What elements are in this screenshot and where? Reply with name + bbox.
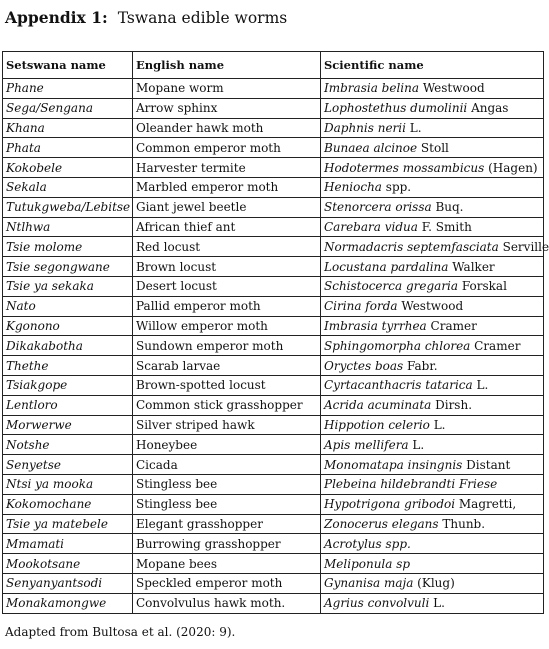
table-row [3,118,544,138]
table-row [3,257,544,277]
scientific-author: Fabr. [403,358,438,373]
english-name-cell: Honeybee [133,435,321,455]
scientific-author: Westwood [419,81,485,96]
scientific-name-cell [321,217,544,237]
setswana-name-cell: Senyanyantsodi [3,573,133,593]
scientific-binomial: Locustana pardalina [324,259,449,274]
scientific-binomial: Acrida acuminata [324,398,432,413]
setswana-name-cell: Tutukgweba/Lebitse [3,197,133,217]
scientific-binomial: Imbrasia tyrrhea [324,318,427,333]
scientific-name-cell [321,316,544,336]
setswana-name-cell: Tsie molome [3,237,133,257]
scientific-name-cell [321,257,544,277]
table-row [3,296,544,316]
scientific-name-cell [321,573,544,593]
table-row [3,138,544,158]
scientific-name-cell [321,356,544,376]
setswana-name-cell: Tsie segongwane [3,257,133,277]
table-row [3,494,544,514]
scientific-author: spp. [381,180,412,195]
scientific-name-cell [321,435,544,455]
setswana-name-cell: Kgonono [3,316,133,336]
setswana-name-cell: Sekala [3,177,133,197]
setswana-name-cell: Sega/Sengana [3,98,133,118]
table-row [3,395,544,415]
scientific-author: Cramer [426,318,477,333]
scientific-author: L. [408,437,425,452]
setswana-name-cell: Phata [3,138,133,158]
english-name-cell: Red locust [133,237,321,257]
english-name-cell: Cicada [133,455,321,475]
setswana-name-cell: Morwerwe [3,415,133,435]
scientific-author: Forskal [458,279,507,294]
scientific-name-cell [321,158,544,178]
scientific-name-cell [321,177,544,197]
scientific-binomial: Gynanisa maja [324,576,414,591]
scientific-name-cell [321,79,544,99]
table-row [3,573,544,593]
scientific-binomial: Lophostethus dumolinii [324,101,468,116]
setswana-name-cell: Dikakabotha [3,336,133,356]
english-name-cell: Willow emperor moth [133,316,321,336]
scientific-binomial: Hippotion celerio [324,417,430,432]
scientific-binomial: Imbrasia belina [324,81,419,96]
scientific-author: Cramer [470,338,521,353]
scientific-author: F. Smith [417,219,472,234]
scientific-name-cell [321,494,544,514]
english-name-cell: Common stick grasshopper [133,395,321,415]
setswana-name-cell: Monakamongwe [3,593,133,613]
scientific-binomial: Schistocerca gregaria [324,279,459,294]
setswana-name-cell: Mookotsane [3,554,133,574]
english-name-cell: Stingless bee [133,474,321,494]
scientific-name-cell [321,237,549,257]
scientific-binomial: Sphingomorpha chlorea [324,338,471,353]
english-name-cell: Pallid emperor moth [133,296,321,316]
table-row [3,177,544,197]
scientific-binomial: Hodotermes mossambicus [324,160,485,175]
scientific-author: L. [429,417,446,432]
scientific-binomial: Cyrtacanthacris tatarica [324,378,473,393]
scientific-author: Stoll [417,140,449,155]
column-header-scientific: Scientific name [321,52,544,79]
scientific-author: (Hagen) [484,160,538,175]
scientific-author: (Klug) [413,576,455,591]
table-row [3,455,544,475]
english-name-cell: Brown-spotted locust [133,375,321,395]
setswana-name-cell: Mmamati [3,534,133,554]
english-name-cell: Arrow sphinx [133,98,321,118]
table-header-row [3,52,544,79]
table-row [3,593,544,613]
scientific-binomial: Bunaea alcinoe [324,140,418,155]
scientific-binomial: Meliponula sp [324,556,411,571]
table-body [3,79,549,614]
scientific-author: Buq. [431,200,464,215]
scientific-binomial: Carebara vidua [324,219,418,234]
scientific-author: Distant [462,457,511,472]
setswana-name-cell: Tsie ya matebele [3,514,133,534]
table-row [3,79,544,99]
setswana-name-cell: Ntsi ya mooka [3,474,133,494]
scientific-author: Serville [498,239,549,254]
table-row [3,435,544,455]
english-name-cell: African thief ant [133,217,321,237]
scientific-author: L. [429,596,445,611]
english-name-cell: Silver striped hawk [133,415,321,435]
table-row [3,217,544,237]
english-name-cell: Scarab larvae [133,356,321,376]
scientific-binomial: Heniocha [324,180,382,195]
scientific-author: L. [405,120,422,135]
english-name-cell: Elegant grasshopper [133,514,321,534]
scientific-binomial: Apis mellifera [324,437,409,452]
scientific-name-cell [321,554,544,574]
setswana-name-cell: Kokomochane [3,494,133,514]
scientific-name-cell [321,593,544,613]
setswana-name-cell: Phane [3,79,133,99]
scientific-binomial: Monomatapa insingnis [324,457,463,472]
setswana-name-cell: Nato [3,296,133,316]
scientific-binomial: Hypotrigona gribodoi [324,497,456,512]
scientific-author: Westwood [397,299,464,314]
table-row [3,534,544,554]
english-name-cell: Common emperor moth [133,138,321,158]
table-row [3,336,544,356]
table-row [3,316,544,336]
scientific-author: Thunb. [438,516,486,531]
english-name-cell: Brown locust [133,257,321,277]
appendix-title-text: Tswana edible worms [117,9,288,27]
column-header-english: English name [133,52,321,79]
english-name-cell: Stingless bee [133,494,321,514]
table-row [3,276,544,296]
table-row [3,415,544,435]
scientific-name-cell [321,197,544,217]
scientific-binomial: Oryctes boas [324,358,404,373]
setswana-name-cell: Tsie ya sekaka [3,276,133,296]
scientific-author: Walker [448,259,495,274]
scientific-name-cell [321,276,544,296]
scientific-name-cell [321,415,544,435]
english-name-cell: Desert locust [133,276,321,296]
table-row [3,237,544,257]
scientific-binomial: Zonocerus elegans [324,516,439,531]
scientific-author: Angas [467,101,509,116]
table-row [3,356,544,376]
scientific-name-cell [321,118,544,138]
table-row [3,158,544,178]
table-row [3,197,544,217]
table-row [3,514,544,534]
setswana-name-cell: Khana [3,118,133,138]
scientific-binomial: Plebeina hildebrandti Friese [324,477,498,492]
english-name-cell: Burrowing grasshopper [133,534,321,554]
setswana-name-cell: Kokobele [3,158,133,178]
english-name-cell: Mopane worm [133,79,321,99]
setswana-name-cell: Ntlhwa [3,217,133,237]
setswana-name-cell: Senyetse [3,455,133,475]
table-row [3,474,544,494]
setswana-name-cell: Notshe [3,435,133,455]
scientific-name-cell [321,375,544,395]
english-name-cell: Speckled emperor moth [133,573,321,593]
table-row [3,554,544,574]
scientific-name-cell [321,514,544,534]
table-row [3,375,544,395]
scientific-binomial: Stenorcera orissa [324,200,432,215]
setswana-name-cell: Tsiakgope [3,375,133,395]
scientific-author: L. [472,378,489,393]
english-name-cell: Giant jewel beetle [133,197,321,217]
scientific-binomial: Agrius convolvuli [324,596,430,611]
english-name-cell: Marbled emperor moth [133,177,321,197]
english-name-cell: Mopane bees [133,554,321,574]
edible-worms-table [2,51,549,614]
scientific-author: Magretti, [455,497,517,512]
scientific-author: Dirsh. [431,398,473,413]
english-name-cell: Sundown emperor moth [133,336,321,356]
column-header-setswana: Setswana name [3,52,133,79]
source-note: Adapted from Bultosa et al. (2020: 9). [5,625,236,639]
scientific-name-cell [321,395,544,415]
setswana-name-cell: Lentloro [3,395,133,415]
scientific-name-cell [321,336,544,356]
scientific-name-cell [321,474,544,494]
table-row [3,98,544,118]
scientific-binomial: Acrotylus spp. [324,536,411,551]
english-name-cell: Harvester termite [133,158,321,178]
scientific-name-cell [321,534,544,554]
appendix-title [5,8,287,27]
scientific-name-cell [321,296,544,316]
scientific-binomial: Cirina forda [324,299,398,314]
english-name-cell: Oleander hawk moth [133,118,321,138]
scientific-binomial: Normadacris septemfasciata [324,239,499,254]
scientific-name-cell [321,455,544,475]
setswana-name-cell: Thethe [3,356,133,376]
scientific-name-cell [321,98,544,118]
appendix-label: Appendix 1: [5,8,108,27]
english-name-cell: Convolvulus hawk moth. [133,593,321,613]
scientific-binomial: Daphnis nerii [324,120,406,135]
scientific-name-cell [321,138,544,158]
